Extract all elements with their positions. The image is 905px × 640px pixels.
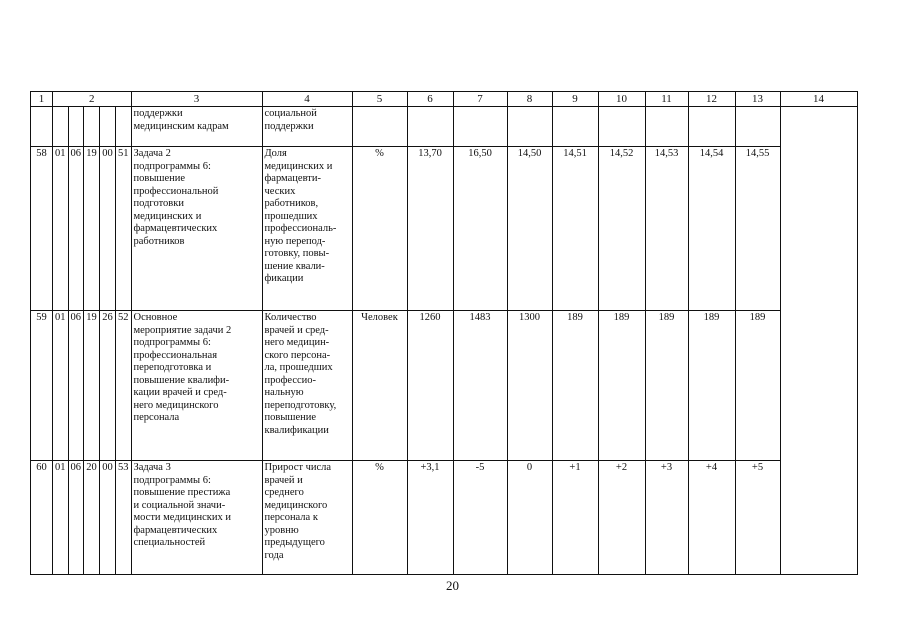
code-part: 26 <box>100 311 116 461</box>
unit: Человек <box>352 311 407 461</box>
header-cell-14: 14 <box>780 92 857 107</box>
value: 14,51 <box>552 147 598 311</box>
value: 14,50 <box>507 147 552 311</box>
header-cell-10: 10 <box>598 92 645 107</box>
header-cell-4: 4 <box>262 92 352 107</box>
program-name: Основное мероприятие задачи 2 подпрограммы 6: профессиональная переподготовка и повышение квалифи- кации врачей и сред- него медицинского персонала <box>131 311 262 461</box>
code-part: 06 <box>68 461 84 575</box>
row-number: 58 <box>31 147 53 311</box>
header-row <box>31 92 858 107</box>
value: 1483 <box>453 311 507 461</box>
code-part: 01 <box>53 461 69 575</box>
indicator-name: Доля медицинских и фармацевти- ческих работников, прошедших профессиональ- ную перепод- готовку, повы- шение квали- фикации <box>262 147 352 311</box>
header-cell-3: 3 <box>131 92 262 107</box>
continuation-indicator: социальной поддержки <box>262 107 352 147</box>
header-cell-8: 8 <box>507 92 552 107</box>
header-cell-13: 13 <box>735 92 780 107</box>
value: 189 <box>552 311 598 461</box>
value: -5 <box>453 461 507 575</box>
header-cell-5: 5 <box>352 92 407 107</box>
header-cell-1: 1 <box>31 92 53 107</box>
code-part: 19 <box>84 311 100 461</box>
value: 189 <box>598 311 645 461</box>
code-part: 06 <box>68 147 84 311</box>
header-cell-11: 11 <box>645 92 688 107</box>
table-row <box>31 311 858 461</box>
value: +1 <box>552 461 598 575</box>
value: 1260 <box>407 311 453 461</box>
code-part: 00 <box>100 147 116 311</box>
code-part: 51 <box>116 147 132 311</box>
value: +2 <box>598 461 645 575</box>
code-part: 19 <box>84 147 100 311</box>
header-cell-2: 2 <box>53 92 132 107</box>
unit: % <box>352 147 407 311</box>
code-part: 53 <box>116 461 132 575</box>
value: 14,53 <box>645 147 688 311</box>
row-number: 60 <box>31 461 53 575</box>
indicator-name: Прирост числа врачей и среднего медицинского персонала к уровню предыдущего года <box>262 461 352 575</box>
continuation-row <box>31 107 858 147</box>
indicator-name: Количество врачей и сред- него медицин- ского персона- ла, прошедших профессио- нальную переподготовку, повышение квалификации <box>262 311 352 461</box>
value: 189 <box>688 311 735 461</box>
header-cell-7: 7 <box>453 92 507 107</box>
value: 0 <box>507 461 552 575</box>
program-name: Задача 3 подпрограммы 6: повышение престижа и социальной значи- мости медицинских и фармацевтических специальностей <box>131 461 262 575</box>
value: 14,55 <box>735 147 780 311</box>
value: 189 <box>735 311 780 461</box>
column-14-cell <box>780 107 857 575</box>
code-part: 06 <box>68 311 84 461</box>
indicators-table <box>30 91 858 575</box>
value: 189 <box>645 311 688 461</box>
unit: % <box>352 461 407 575</box>
page-number: 20 <box>446 578 459 593</box>
value: +5 <box>735 461 780 575</box>
value: +4 <box>688 461 735 575</box>
header-cell-9: 9 <box>552 92 598 107</box>
header-cell-12: 12 <box>688 92 735 107</box>
value: 14,54 <box>688 147 735 311</box>
value: 1300 <box>507 311 552 461</box>
code-part: 01 <box>53 147 69 311</box>
value: 14,52 <box>598 147 645 311</box>
value: 16,50 <box>453 147 507 311</box>
continuation-name: поддержки медицинским кадрам <box>131 107 262 147</box>
code-part: 52 <box>116 311 132 461</box>
code-part: 20 <box>84 461 100 575</box>
table-row <box>31 147 858 311</box>
row-number: 59 <box>31 311 53 461</box>
value: +3 <box>645 461 688 575</box>
table-row <box>31 461 858 575</box>
code-part: 00 <box>100 461 116 575</box>
header-cell-6: 6 <box>407 92 453 107</box>
value: 13,70 <box>407 147 453 311</box>
program-name: Задача 2 подпрограммы 6: повышение профессиональной подготовки медицинских и фармацевтических работников <box>131 147 262 311</box>
code-part: 01 <box>53 311 69 461</box>
value: +3,1 <box>407 461 453 575</box>
